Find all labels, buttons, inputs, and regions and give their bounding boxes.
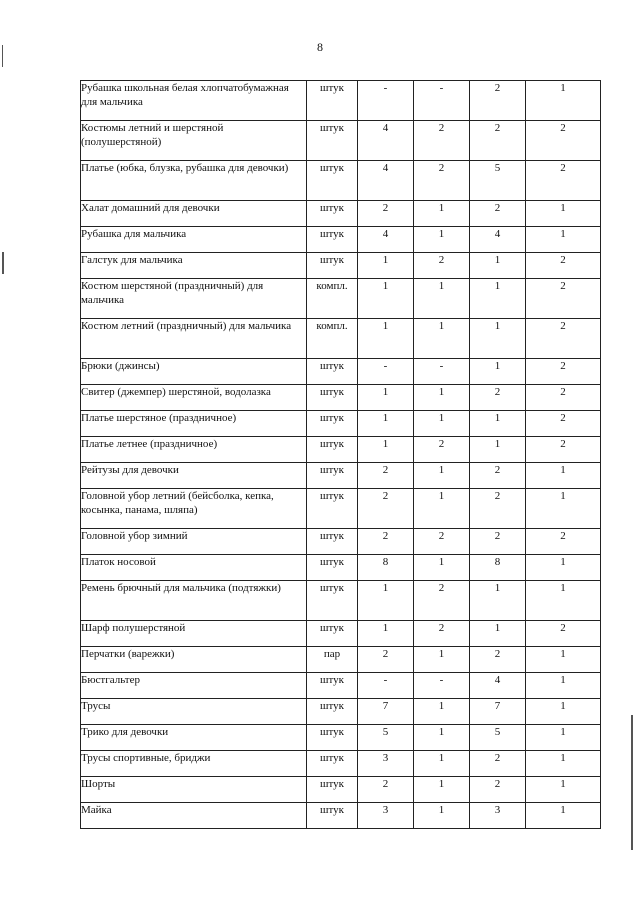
value-4-cell: 2 — [526, 529, 601, 555]
value-3-cell: 2 — [470, 201, 526, 227]
unit-cell: штук — [307, 411, 358, 437]
table-row — [81, 529, 601, 555]
value-3-cell: 5 — [470, 161, 526, 201]
item-name-cell: Платок носовой — [81, 555, 307, 581]
unit-cell: штук — [307, 81, 358, 121]
value-3-cell: 2 — [470, 751, 526, 777]
value-1-cell: 5 — [358, 725, 414, 751]
item-name-cell: Платье (юбка, блузка, рубашка для девочки) — [81, 161, 307, 201]
value-1-cell: - — [358, 81, 414, 121]
item-name-cell: Галстук для мальчика — [81, 253, 307, 279]
value-2-cell: - — [414, 359, 470, 385]
value-1-cell: 2 — [358, 463, 414, 489]
value-1-cell: 2 — [358, 529, 414, 555]
value-1-cell: - — [358, 673, 414, 699]
value-3-cell: 1 — [470, 319, 526, 359]
table-row — [81, 673, 601, 699]
item-name-cell: Головной убор летний (бейсболка, кепка, косынка, панама, шляпа) — [81, 489, 307, 529]
item-name-cell: Шарф полушерстяной — [81, 621, 307, 647]
value-4-cell: 2 — [526, 319, 601, 359]
value-2-cell: 1 — [414, 463, 470, 489]
table-row — [81, 201, 601, 227]
value-3-cell: 2 — [470, 529, 526, 555]
page-number: 8 — [317, 40, 323, 54]
table-row — [81, 385, 601, 411]
table-row — [81, 227, 601, 253]
value-3-cell: 1 — [470, 253, 526, 279]
item-name-cell: Платье шерстяное (праздничное) — [81, 411, 307, 437]
value-1-cell: 2 — [358, 201, 414, 227]
value-3-cell: 1 — [470, 581, 526, 621]
value-2-cell: 1 — [414, 725, 470, 751]
value-4-cell: 2 — [526, 437, 601, 463]
unit-cell: штук — [307, 751, 358, 777]
item-name-cell: Перчатки (варежки) — [81, 647, 307, 673]
value-3-cell: 8 — [470, 555, 526, 581]
value-1-cell: 2 — [358, 647, 414, 673]
value-4-cell: 1 — [526, 463, 601, 489]
item-name-cell: Костюмы летний и шерстяной (полушерстяной) — [81, 121, 307, 161]
value-3-cell: 2 — [470, 81, 526, 121]
value-1-cell: 4 — [358, 227, 414, 253]
value-4-cell: 2 — [526, 385, 601, 411]
table-row — [81, 253, 601, 279]
value-4-cell: 1 — [526, 725, 601, 751]
value-4-cell: 1 — [526, 777, 601, 803]
unit-cell: штук — [307, 777, 358, 803]
value-3-cell: 2 — [470, 121, 526, 161]
value-1-cell: 3 — [358, 751, 414, 777]
value-4-cell: 1 — [526, 751, 601, 777]
table-row — [81, 121, 601, 161]
item-name-cell: Брюки (джинсы) — [81, 359, 307, 385]
unit-cell: штук — [307, 253, 358, 279]
scan-mark-left-top — [2, 45, 3, 67]
item-name-cell: Ремень брючный для мальчика (подтяжки) — [81, 581, 307, 621]
value-4-cell: 1 — [526, 673, 601, 699]
value-2-cell: 2 — [414, 437, 470, 463]
value-1-cell: 1 — [358, 385, 414, 411]
unit-cell: штук — [307, 437, 358, 463]
unit-cell: штук — [307, 121, 358, 161]
table-row — [81, 699, 601, 725]
unit-cell: пар — [307, 647, 358, 673]
items-table-body — [81, 81, 601, 829]
value-1-cell: 2 — [358, 777, 414, 803]
table-row — [81, 279, 601, 319]
value-4-cell: 1 — [526, 581, 601, 621]
table-row — [81, 751, 601, 777]
value-3-cell: 1 — [470, 621, 526, 647]
table-row — [81, 359, 601, 385]
unit-cell: штук — [307, 699, 358, 725]
item-name-cell: Рубашка школьная белая хлопчатобумажная для мальчика — [81, 81, 307, 121]
value-4-cell: 2 — [526, 359, 601, 385]
item-name-cell: Свитер (джемпер) шерстяной, водолазка — [81, 385, 307, 411]
item-name-cell: Трусы спортивные, бриджи — [81, 751, 307, 777]
value-3-cell: 7 — [470, 699, 526, 725]
table-row — [81, 411, 601, 437]
value-3-cell: 2 — [470, 489, 526, 529]
value-1-cell: 1 — [358, 319, 414, 359]
value-3-cell: 2 — [470, 385, 526, 411]
unit-cell: штук — [307, 673, 358, 699]
unit-cell: штук — [307, 489, 358, 529]
unit-cell: штук — [307, 385, 358, 411]
value-2-cell: 1 — [414, 319, 470, 359]
value-3-cell: 1 — [470, 437, 526, 463]
value-4-cell: 1 — [526, 647, 601, 673]
value-4-cell: 1 — [526, 803, 601, 829]
unit-cell: штук — [307, 581, 358, 621]
unit-cell: компл. — [307, 319, 358, 359]
table-row — [81, 81, 601, 121]
value-2-cell: 2 — [414, 529, 470, 555]
table-row — [81, 463, 601, 489]
table-row — [81, 161, 601, 201]
value-3-cell: 2 — [470, 647, 526, 673]
table-row — [81, 777, 601, 803]
value-3-cell: 2 — [470, 777, 526, 803]
table-row — [81, 555, 601, 581]
item-name-cell: Трико для девочки — [81, 725, 307, 751]
value-1-cell: 3 — [358, 803, 414, 829]
item-name-cell: Майка — [81, 803, 307, 829]
value-2-cell: 1 — [414, 411, 470, 437]
table-row — [81, 489, 601, 529]
value-2-cell: 1 — [414, 279, 470, 319]
value-3-cell: 4 — [470, 227, 526, 253]
value-4-cell: 1 — [526, 555, 601, 581]
value-2-cell: 1 — [414, 489, 470, 529]
value-4-cell: 2 — [526, 253, 601, 279]
value-1-cell: 4 — [358, 121, 414, 161]
value-3-cell: 3 — [470, 803, 526, 829]
value-4-cell: 1 — [526, 81, 601, 121]
value-2-cell: 1 — [414, 201, 470, 227]
value-3-cell: 5 — [470, 725, 526, 751]
value-1-cell: 7 — [358, 699, 414, 725]
unit-cell: штук — [307, 803, 358, 829]
value-1-cell: - — [358, 359, 414, 385]
table-row — [81, 319, 601, 359]
unit-cell: штук — [307, 555, 358, 581]
table-row — [81, 725, 601, 751]
value-1-cell: 2 — [358, 489, 414, 529]
value-2-cell: 2 — [414, 253, 470, 279]
value-4-cell: 1 — [526, 227, 601, 253]
table-row — [81, 581, 601, 621]
item-name-cell: Рейтузы для девочки — [81, 463, 307, 489]
unit-cell: штук — [307, 463, 358, 489]
unit-cell: компл. — [307, 279, 358, 319]
value-4-cell: 2 — [526, 279, 601, 319]
value-2-cell: 1 — [414, 227, 470, 253]
value-2-cell: 1 — [414, 555, 470, 581]
item-name-cell: Рубашка для мальчика — [81, 227, 307, 253]
value-2-cell: 1 — [414, 699, 470, 725]
value-2-cell: - — [414, 673, 470, 699]
value-1-cell: 4 — [358, 161, 414, 201]
unit-cell: штук — [307, 725, 358, 751]
value-3-cell: 1 — [470, 359, 526, 385]
value-4-cell: 1 — [526, 201, 601, 227]
value-1-cell: 8 — [358, 555, 414, 581]
table-row — [81, 437, 601, 463]
value-2-cell: 2 — [414, 121, 470, 161]
item-name-cell: Костюм шерстяной (праздничный) для мальчика — [81, 279, 307, 319]
value-3-cell: 1 — [470, 279, 526, 319]
value-1-cell: 1 — [358, 621, 414, 647]
item-name-cell: Платье летнее (праздничное) — [81, 437, 307, 463]
value-2-cell: 2 — [414, 621, 470, 647]
value-1-cell: 1 — [358, 411, 414, 437]
value-4-cell: 1 — [526, 489, 601, 529]
item-name-cell: Головной убор зимний — [81, 529, 307, 555]
item-name-cell: Костюм летний (праздничный) для мальчика — [81, 319, 307, 359]
unit-cell: штук — [307, 227, 358, 253]
unit-cell: штук — [307, 529, 358, 555]
value-3-cell: 1 — [470, 411, 526, 437]
value-2-cell: 2 — [414, 581, 470, 621]
value-2-cell: 2 — [414, 161, 470, 201]
unit-cell: штук — [307, 621, 358, 647]
unit-cell: штук — [307, 161, 358, 201]
scan-mark-left-middle — [2, 252, 4, 274]
value-2-cell: 1 — [414, 385, 470, 411]
value-2-cell: 1 — [414, 803, 470, 829]
value-1-cell: 1 — [358, 253, 414, 279]
value-4-cell: 2 — [526, 621, 601, 647]
table-row — [81, 803, 601, 829]
value-1-cell: 1 — [358, 581, 414, 621]
value-4-cell: 2 — [526, 121, 601, 161]
value-2-cell: - — [414, 81, 470, 121]
item-name-cell: Бюстгальтер — [81, 673, 307, 699]
value-3-cell: 2 — [470, 463, 526, 489]
value-1-cell: 1 — [358, 279, 414, 319]
scan-mark-right-bottom — [631, 715, 633, 850]
value-2-cell: 1 — [414, 647, 470, 673]
unit-cell: штук — [307, 359, 358, 385]
item-name-cell: Трусы — [81, 699, 307, 725]
value-2-cell: 1 — [414, 751, 470, 777]
value-1-cell: 1 — [358, 437, 414, 463]
table-row — [81, 647, 601, 673]
item-name-cell: Шорты — [81, 777, 307, 803]
value-3-cell: 4 — [470, 673, 526, 699]
unit-cell: штук — [307, 201, 358, 227]
value-2-cell: 1 — [414, 777, 470, 803]
items-table — [80, 80, 601, 829]
table-row — [81, 621, 601, 647]
value-4-cell: 2 — [526, 161, 601, 201]
item-name-cell: Халат домашний для девочки — [81, 201, 307, 227]
value-4-cell: 2 — [526, 411, 601, 437]
value-4-cell: 1 — [526, 699, 601, 725]
